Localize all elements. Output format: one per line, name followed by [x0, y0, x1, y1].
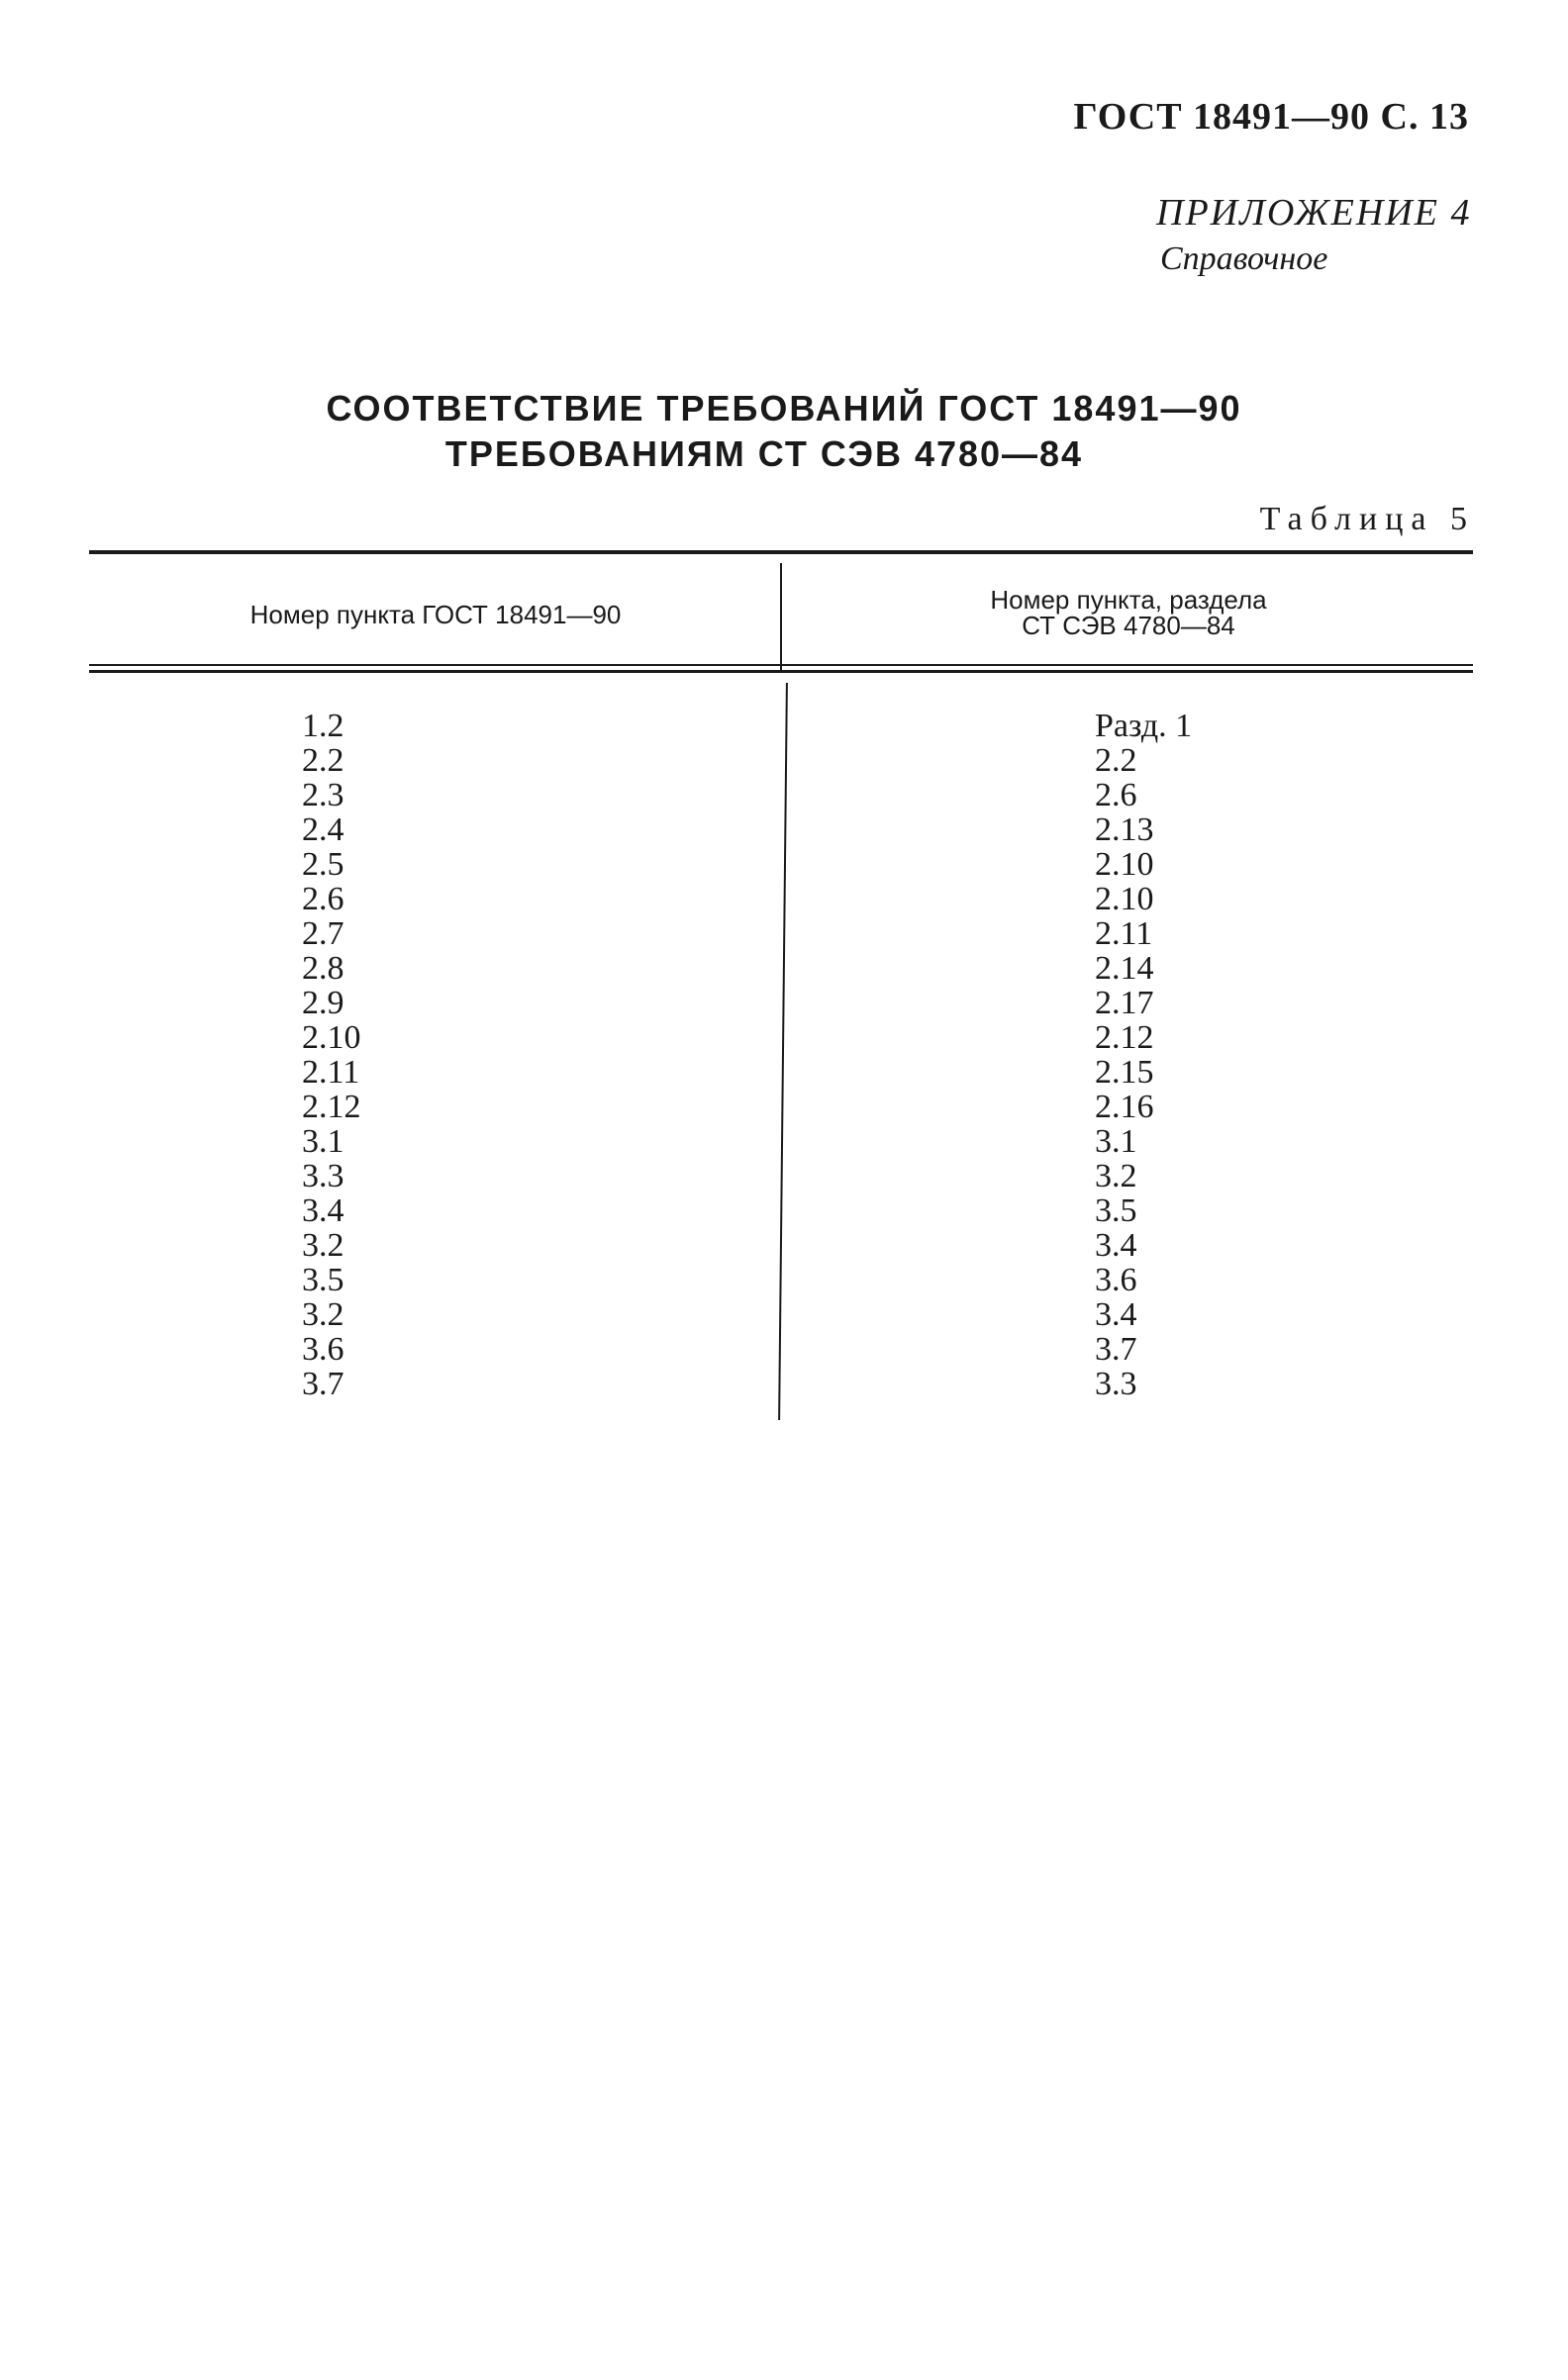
- table-cell: 2.13: [1095, 811, 1154, 848]
- table-cell: 2.6: [1095, 777, 1137, 813]
- table-cell: 2.9: [302, 985, 344, 1021]
- table-cell: 3.4: [1095, 1296, 1137, 1333]
- table-cell: 2.12: [1095, 1019, 1154, 1056]
- table-cell: 2.16: [1095, 1089, 1154, 1125]
- table-cell: 2.2: [302, 742, 344, 779]
- table-cell: 2.14: [1095, 950, 1154, 987]
- page-header: ГОСТ 18491—90 С. 13: [1073, 96, 1469, 138]
- table-cell: 3.2: [302, 1296, 344, 1333]
- table-cell: 2.8: [302, 950, 344, 987]
- table-cell: 2.12: [302, 1089, 361, 1125]
- header-bottom-rule: [89, 664, 1473, 666]
- table-cell: 3.4: [302, 1192, 344, 1229]
- table-cell: 3.6: [302, 1331, 344, 1368]
- table-cell: 3.2: [302, 1227, 344, 1264]
- table-cell: 2.7: [302, 915, 344, 952]
- table-cell: 3.1: [302, 1123, 344, 1160]
- table-top-rule: [89, 550, 1473, 554]
- gost-clause-list: [302, 709, 361, 1401]
- table-cell: 3.5: [302, 1262, 344, 1298]
- table-cell: 3.7: [1095, 1331, 1137, 1368]
- table-cell: 2.4: [302, 811, 344, 848]
- table-cell: 2.11: [1095, 915, 1153, 952]
- table-cell: 2.3: [302, 777, 344, 813]
- body-column-divider: [778, 683, 788, 1420]
- table-cell: 3.3: [302, 1158, 344, 1194]
- table-cell: 3.1: [1095, 1123, 1137, 1160]
- column-header-gost: Номер пункта ГОСТ 18491—90: [249, 600, 622, 629]
- table-cell: 2.15: [1095, 1054, 1154, 1091]
- document-title-line2: ТРЕБОВАНИЯМ СТ СЭВ 4780—84: [444, 433, 1084, 474]
- table-cell: 2.5: [302, 846, 344, 883]
- column-header-st-sev-line2: СТ СЭВ 4780—84: [1022, 611, 1235, 640]
- table-cell: 3.4: [1095, 1227, 1137, 1264]
- table-cell: 3.2: [1095, 1158, 1137, 1194]
- table-cell: 2.10: [1095, 846, 1154, 883]
- table-cell: 2.10: [1095, 881, 1154, 917]
- table-cell: 2.6: [302, 881, 344, 917]
- st-sev-clause-list: [1095, 709, 1192, 1401]
- column-header-st-sev: [782, 587, 1475, 638]
- table-cell: 2.17: [1095, 985, 1154, 1021]
- table-cell: 3.5: [1095, 1192, 1137, 1229]
- appendix-kind: Справочное: [1160, 240, 1328, 277]
- table-cell: 2.10: [302, 1019, 361, 1056]
- column-header-st-sev-line1: Номер пункта, раздела: [990, 585, 1267, 615]
- appendix-title: ПРИЛОЖЕНИЕ 4: [1156, 192, 1472, 234]
- header-bottom-rule-double: [89, 670, 1473, 673]
- table-cell: 3.6: [1095, 1262, 1137, 1298]
- table-cell: 3.3: [1095, 1366, 1137, 1402]
- table-cell: 2.2: [1095, 742, 1137, 779]
- table-cell: 1.2: [302, 708, 344, 744]
- table-cell: 3.7: [302, 1366, 344, 1402]
- table-cell: 2.11: [302, 1054, 360, 1091]
- document-title-line1: СООТВЕТСТВИЕ ТРЕБОВАНИЙ ГОСТ 18491—90: [326, 388, 1242, 428]
- table-cell: Разд. 1: [1095, 708, 1193, 744]
- table-label: Таблица 5: [1259, 501, 1475, 537]
